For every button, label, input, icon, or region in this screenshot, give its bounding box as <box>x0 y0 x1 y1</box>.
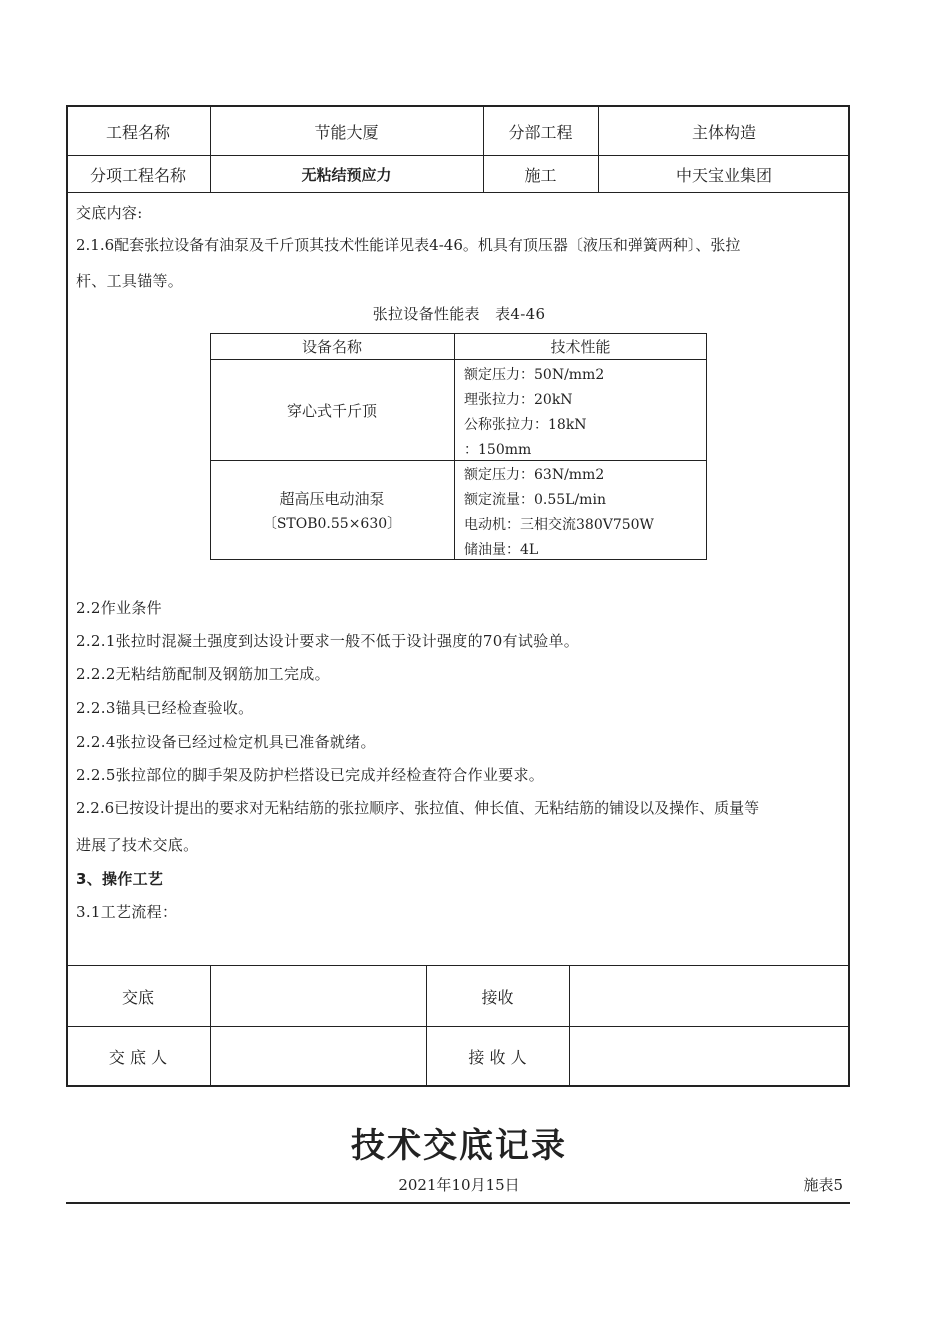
document-title: 技术交底记录 <box>351 1126 567 1166</box>
section-2-2-6-line2: 进展了技术交底。 <box>76 836 199 854</box>
section-3-heading: 3、操作工艺 <box>76 870 164 888</box>
equipment-table-row-divider <box>210 460 707 461</box>
section-2-2-1: 2.2.1张拉时混凝土强度到达设计要求一般不低于设计强度的70有试验单。 <box>76 632 580 650</box>
handover-label: 交底 <box>121 987 154 1007</box>
equipment-table-header-name: 设备名称 <box>301 338 362 356</box>
division-label: 分部工程 <box>508 122 573 142</box>
section-3-1: 3.1工艺流程： <box>76 903 178 921</box>
equipment-spec-line: 额定压力：63N/mm2 <box>464 467 605 483</box>
signoff-col-divider <box>569 965 570 1086</box>
section-2-2-6-line1: 2.2.6已按设计提出的要求对无粘结筋的张拉顺序、张拉值、伸长值、无粘结筋的铺设以及操作、质量等 <box>76 799 760 817</box>
equipment-spec-line: 理张拉力：20kN <box>464 392 573 408</box>
table-caption: 张拉设备性能表 表4-46 <box>372 305 546 323</box>
section-2-2-5: 2.2.5张拉部位的脚手架及防护栏搭设已完成并经检查符合作业要求。 <box>76 766 545 784</box>
equipment-spec-line: 储油量：4L <box>464 542 539 558</box>
section-2-2-3: 2.2.3锚具已经检查验收。 <box>76 699 254 717</box>
equipment-name-line: 超高压电动油泵 <box>279 490 385 508</box>
contractor-value: 中天宝业集团 <box>675 165 772 185</box>
subitem-label: 分项工程名称 <box>89 165 186 185</box>
receive-person-label: 接 收 人 <box>468 1048 527 1067</box>
paragraph-216-line1: 2.1.6配套张拉设备有油泵及千斤顶其技术性能详见表4-46。机具有顶压器〔液压和弹簧两种〕、张拉 <box>76 236 741 254</box>
equipment-spec-line: 电动机：三相交流380V750W <box>464 517 654 533</box>
equipment-table-header-spec: 技术性能 <box>550 338 611 356</box>
section-2-2-4: 2.2.4张拉设备已经过检定机具已准备就绪。 <box>76 733 376 751</box>
header-bottom-divider <box>66 192 850 193</box>
document-date: 2021年10月15日 <box>398 1176 520 1194</box>
project-name-value: 节能大厦 <box>314 122 379 142</box>
signoff-col-divider <box>210 965 211 1086</box>
equipment-spec-line: ：150mm <box>464 442 532 458</box>
section-2-2: 2.2作业条件 <box>76 599 162 617</box>
section-2-2-2: 2.2.2无粘结筋配制及钢筋加工完成。 <box>76 665 330 683</box>
form-number: 施表5 <box>803 1176 843 1194</box>
project-name-label: 工程名称 <box>105 122 170 142</box>
division-value: 主体构造 <box>691 122 756 142</box>
subitem-value: 无粘结预应力 <box>301 165 392 184</box>
equipment-spec-line: 额定压力：50N/mm2 <box>464 367 605 383</box>
equipment-spec-line: 公称张拉力：18kN <box>464 417 587 433</box>
equipment-spec-line: 额定流量：0.55L/min <box>464 492 606 508</box>
receive-label: 接收 <box>481 987 514 1007</box>
footer-rule <box>66 1202 850 1204</box>
equipment-name-cell: 穿心式千斤顶 <box>286 401 377 420</box>
contractor-label: 施工 <box>524 165 557 185</box>
equipment-table-col-divider <box>454 333 455 560</box>
equipment-name-line: 〔STOB0.55×630〕 <box>262 516 402 532</box>
handover-person-label: 交 底 人 <box>108 1048 168 1067</box>
content-heading: 交底内容: <box>76 204 143 222</box>
paragraph-216-line2: 杆、工具锚等。 <box>76 272 184 290</box>
